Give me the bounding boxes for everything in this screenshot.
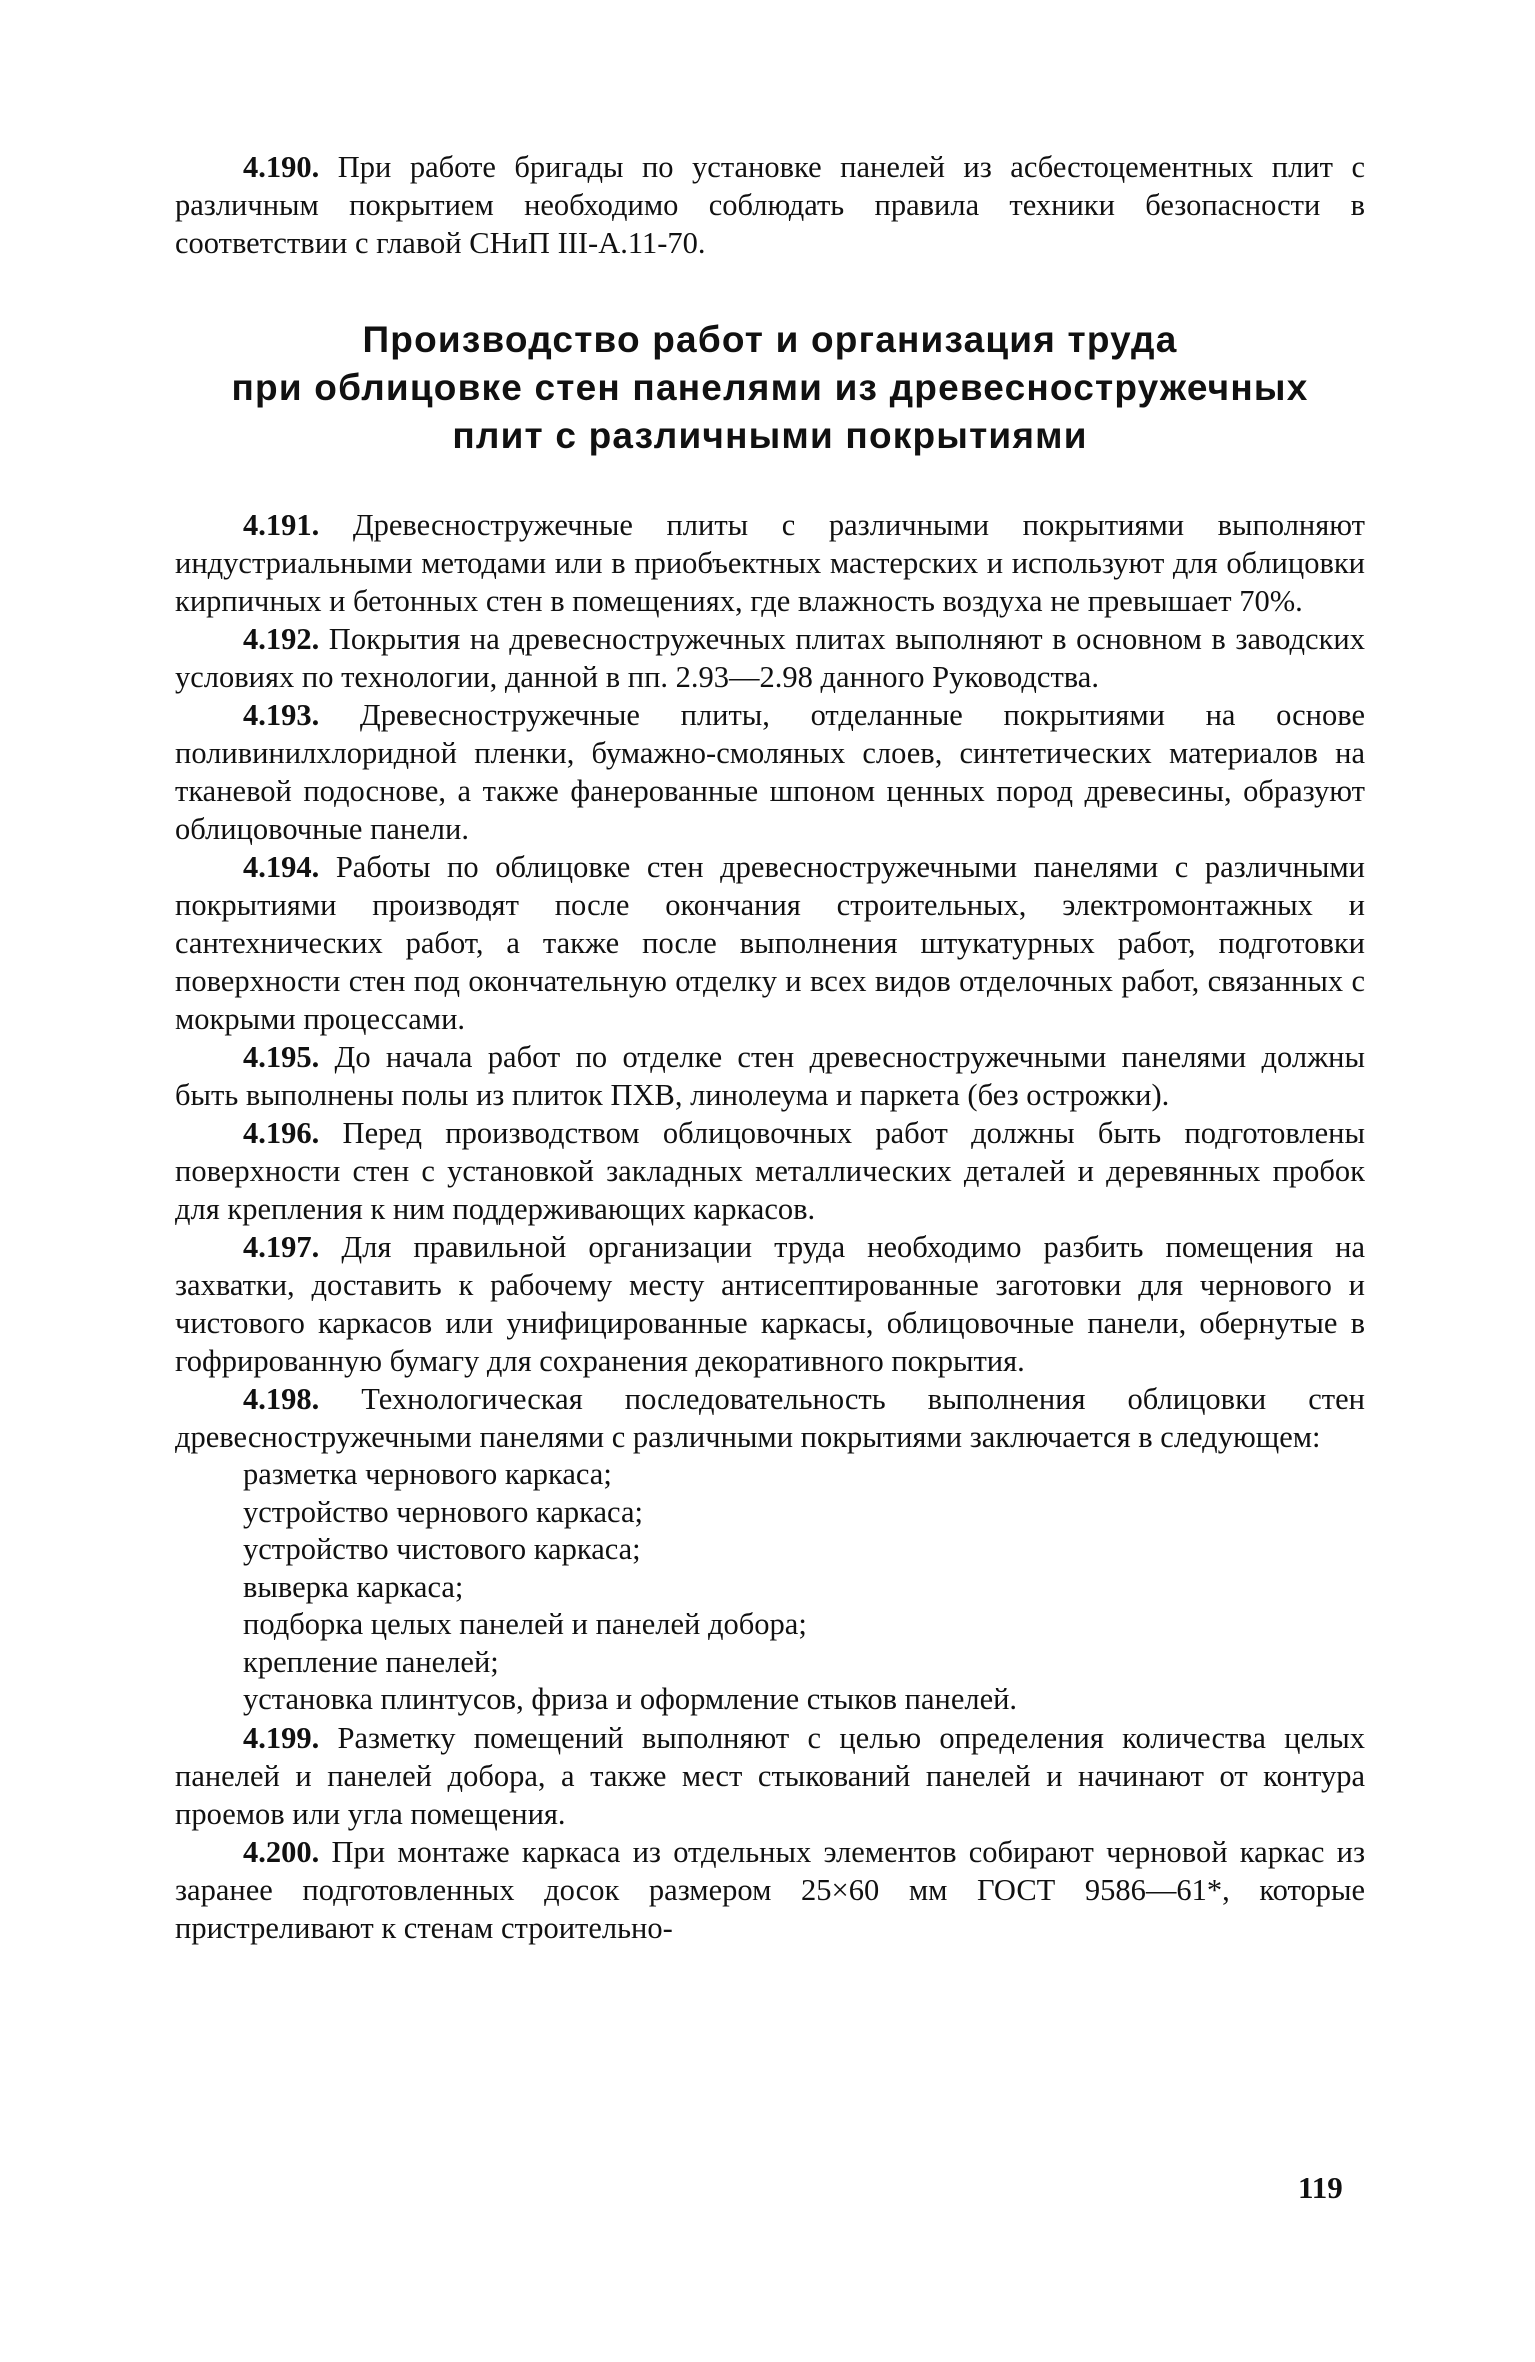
list-item: крепление панелей;: [243, 1644, 499, 1679]
paragraph-4-190: [175, 148, 1365, 262]
paragraph-text: Перед производством облицовочных работ должны быть подготовлены поверхности стен с установкой закладных металлических деталей и деревянных пробок для крепления к ним поддерживающих каркасов.: [175, 1116, 1365, 1226]
paragraph-4-192: [175, 620, 1365, 696]
paragraph-4-196: [175, 1114, 1365, 1228]
paragraph-text: Работы по облицовке стен древесностружечными панелями с различными покрытиями производят после окончания строительных, электромонтажных и сантехнических работ, а также после выполнения штукатурных работ, подготовки поверхности стен под окончательную отделку и всех видов отделочных работ, связанных с мокрыми процессами.: [175, 850, 1365, 1036]
paragraph-number: 4.193.: [243, 698, 320, 732]
section-heading: [175, 316, 1365, 460]
list-item: выверка каркаса;: [243, 1569, 464, 1604]
paragraph-text: Для правильной организации труда необходимо разбить помещения на захватки, доставить к рабочему месту антисептированные заготовки для чернового и чистового каркасов или унифицированные каркасы, облицовочные панели, обернутые в гофрированную бумагу для сохранения декоративного покрытия.: [175, 1230, 1365, 1378]
paragraph-number: 4.190.: [243, 150, 320, 184]
paragraph-text: Древесностружечные плиты с различными покрытиями выполняют индустриальными методами или в приобъектных мастерских и используют для облицовки кирпичных и бетонных стен в помещениях, где влажность воздуха не превышает 70%.: [175, 508, 1365, 618]
list-item: разметка чернового каркаса;: [243, 1457, 612, 1491]
paragraph-number: 4.196.: [243, 1116, 320, 1150]
heading-line-3: плит с различными покрытиями: [452, 415, 1088, 456]
paragraph-4-191: [175, 506, 1365, 620]
heading-line-2: при облицовке стен панелями из древесностружечных: [231, 367, 1309, 408]
paragraph-text: При монтаже каркаса из отдельных элементов собирают черновой каркас из заранее подготовленных досок размером 25×60 мм ГОСТ 9586—61*, которые пристреливают к стенам строительно-: [175, 1834, 1365, 1945]
paragraph-text: При работе бригады по установке панелей из асбестоцементных плит с различным покрытием необходимо соблюдать правила техники безопасности в соответствии с главой СНиП III-А.11-70.: [175, 150, 1365, 260]
list-item: устройство чернового каркаса;: [243, 1494, 643, 1529]
paragraph-4-194: [175, 848, 1365, 1038]
paragraph-4-198: [175, 1380, 1365, 1456]
paragraph-text: Технологическая последовательность выполнения облицовки стен древесностружечными панелями с различными покрытиями заключается в следующем:: [175, 1382, 1365, 1454]
paragraph-number: 4.200.: [243, 1834, 320, 1869]
paragraph-text: До начала работ по отделке стен древесностружечными панелями должны быть выполнены полы из плиток ПХВ, линолеума и паркета (без острожки).: [175, 1040, 1365, 1112]
paragraph-number: 4.195.: [243, 1040, 320, 1074]
paragraph-number: 4.197.: [243, 1230, 320, 1264]
paragraph-text: Разметку помещений выполняют с целью определения количества целых панелей и панелей добора, а также мест стыкований панелей и начинают от контура проемов или угла помещения.: [175, 1720, 1365, 1831]
paragraph-text: Покрытия на древесностружечных плитах выполняют в основном в заводских условиях по технологии, данной в пп. 2.93—2.98 данного Руководства.: [175, 622, 1365, 694]
paragraph-4-193: [175, 696, 1365, 848]
paragraph-text: Древесностружечные плиты, отделанные покрытиями на основе поливинилхлоридной пленки, бумажно-смоляных слоев, синтетических материалов на тканевой подоснове, а также фанерованные шпоном ценных пород древесины, образуют облицовочные панели.: [175, 698, 1365, 846]
paragraph-4-200: [175, 1833, 1365, 1947]
paragraph-number: 4.199.: [243, 1720, 320, 1755]
paragraph-number: 4.191.: [243, 508, 320, 542]
heading-line-1: Производство работ и организация труда: [362, 319, 1178, 360]
paragraph-4-195: [175, 1038, 1365, 1114]
list-item: подборка целых панелей и панелей добора;: [243, 1607, 807, 1641]
paragraph-number: 4.194.: [243, 850, 320, 884]
list-item: установка плинтусов, фриза и оформление стыков панелей.: [243, 1682, 1018, 1716]
paragraph-number: 4.198.: [243, 1382, 320, 1416]
document-page: [175, 148, 1365, 1947]
steps-list: [175, 1456, 1365, 1719]
list-item: устройство чистового каркаса;: [243, 1532, 641, 1566]
paragraph-4-199: [175, 1719, 1365, 1833]
page-number: 119: [1298, 2170, 1343, 2205]
paragraph-number: 4.192.: [243, 622, 320, 656]
paragraph-4-197: [175, 1228, 1365, 1380]
